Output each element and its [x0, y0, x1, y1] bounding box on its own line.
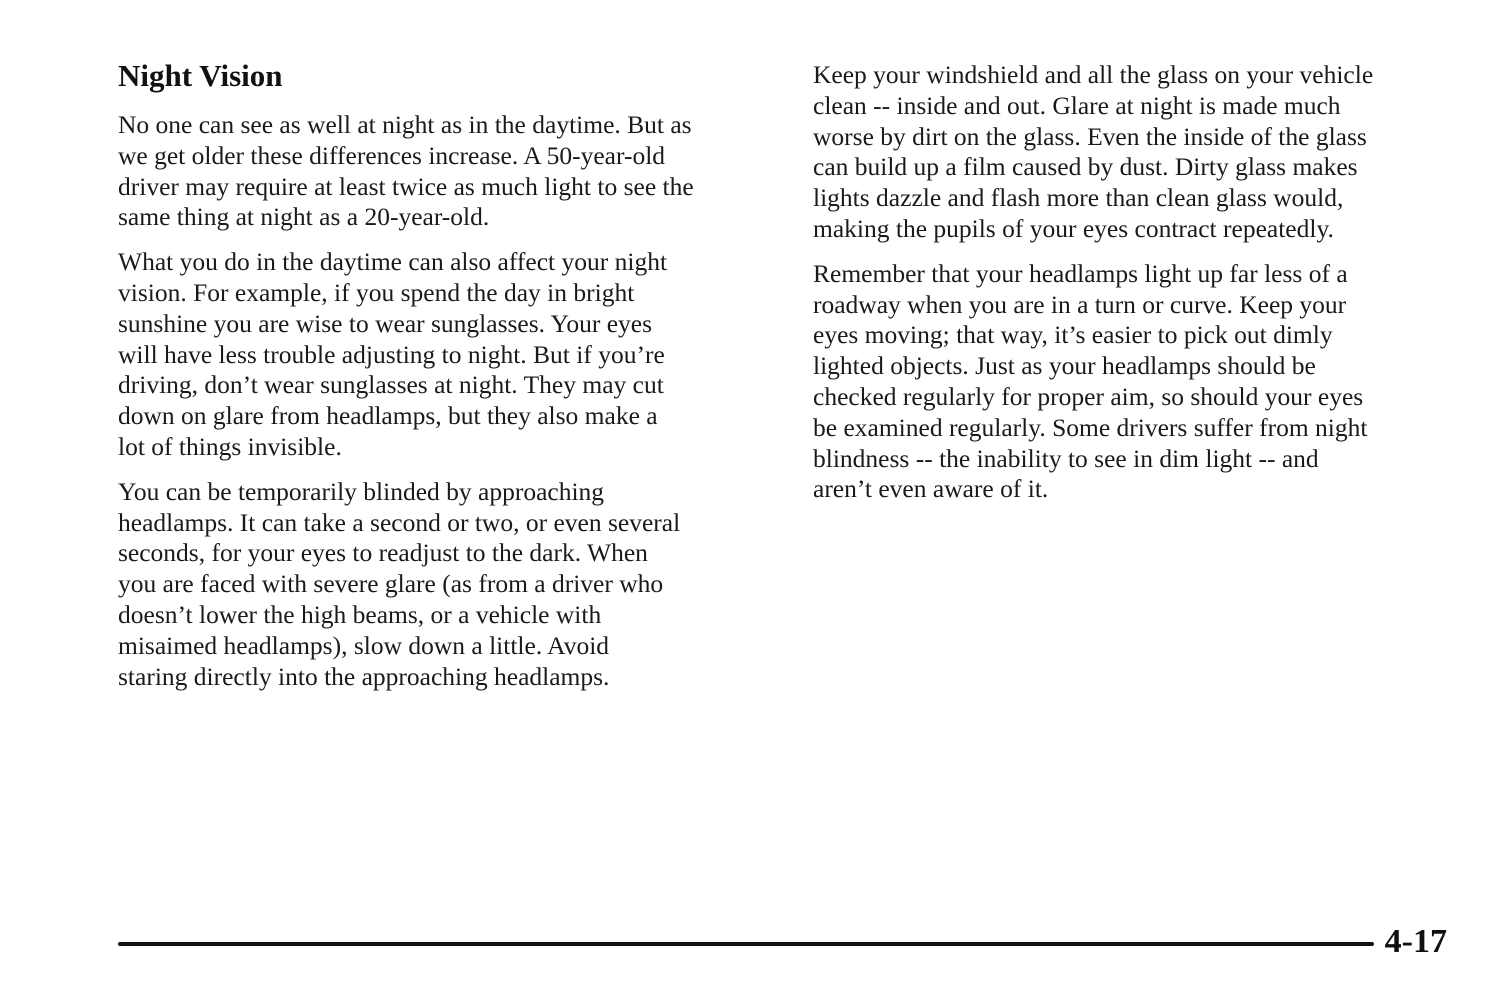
footer-divider-line: [118, 942, 1374, 946]
paragraph-age-vision: No one can see as well at night as in the daytime. But as we get older these differences increase. A 50-year-old driver may require at least twice as much light to see the same thing at night as a 20-year-old.: [118, 110, 694, 232]
page-number: 4-17: [1384, 923, 1447, 960]
paragraph-eye-movement: Remember that your headlamps light up far less of a roadway when you are in a turn or curve. Keep your eyes moving; that way, it’s easier to pick out dimly lighted objects. Just as your headlamps should be checked regularly for proper aim, so should your eyes be examined regularly. Some drivers suffer from night blindness -- the inability to see in dim light -- and aren’t even aware of it.: [813, 258, 1368, 504]
paragraph-clean-glass: Keep your windshield and all the glass on your vehicle clean -- inside and out. Glare at night is made much worse by dirt on the glass. Even the inside of the glass can build up a film caused by dust. Dirty glass makes lights dazzle and flash more than clean glass would, making the pupils of your eyes contract repeatedly.: [813, 60, 1374, 243]
section-heading: Night Vision: [118, 58, 283, 93]
right-column: [813, 56, 1443, 519]
paragraph-sunglasses: What you do in the daytime can also affect your night vision. For example, if you spend the day in bright sunshine you are wise to wear sunglasses. Your eyes will have less trouble adjusting to night. But if you’re driving, don’t wear sunglasses at night. They may cut down on glare from headlamps, but they also make a lot of things invisible.: [118, 247, 668, 461]
left-column: [118, 56, 768, 706]
paragraph-glare-blinding: You can be temporarily blinded by approaching headlamps. It can take a second or two, or even several seconds, for your eyes to readjust to the dark. When you are faced with severe glare (as from a driver who doesn’t lower the high beams, or a vehicle with misaimed headlamps), slow down a little. Avoid staring directly into the approaching headlamps.: [118, 476, 681, 691]
